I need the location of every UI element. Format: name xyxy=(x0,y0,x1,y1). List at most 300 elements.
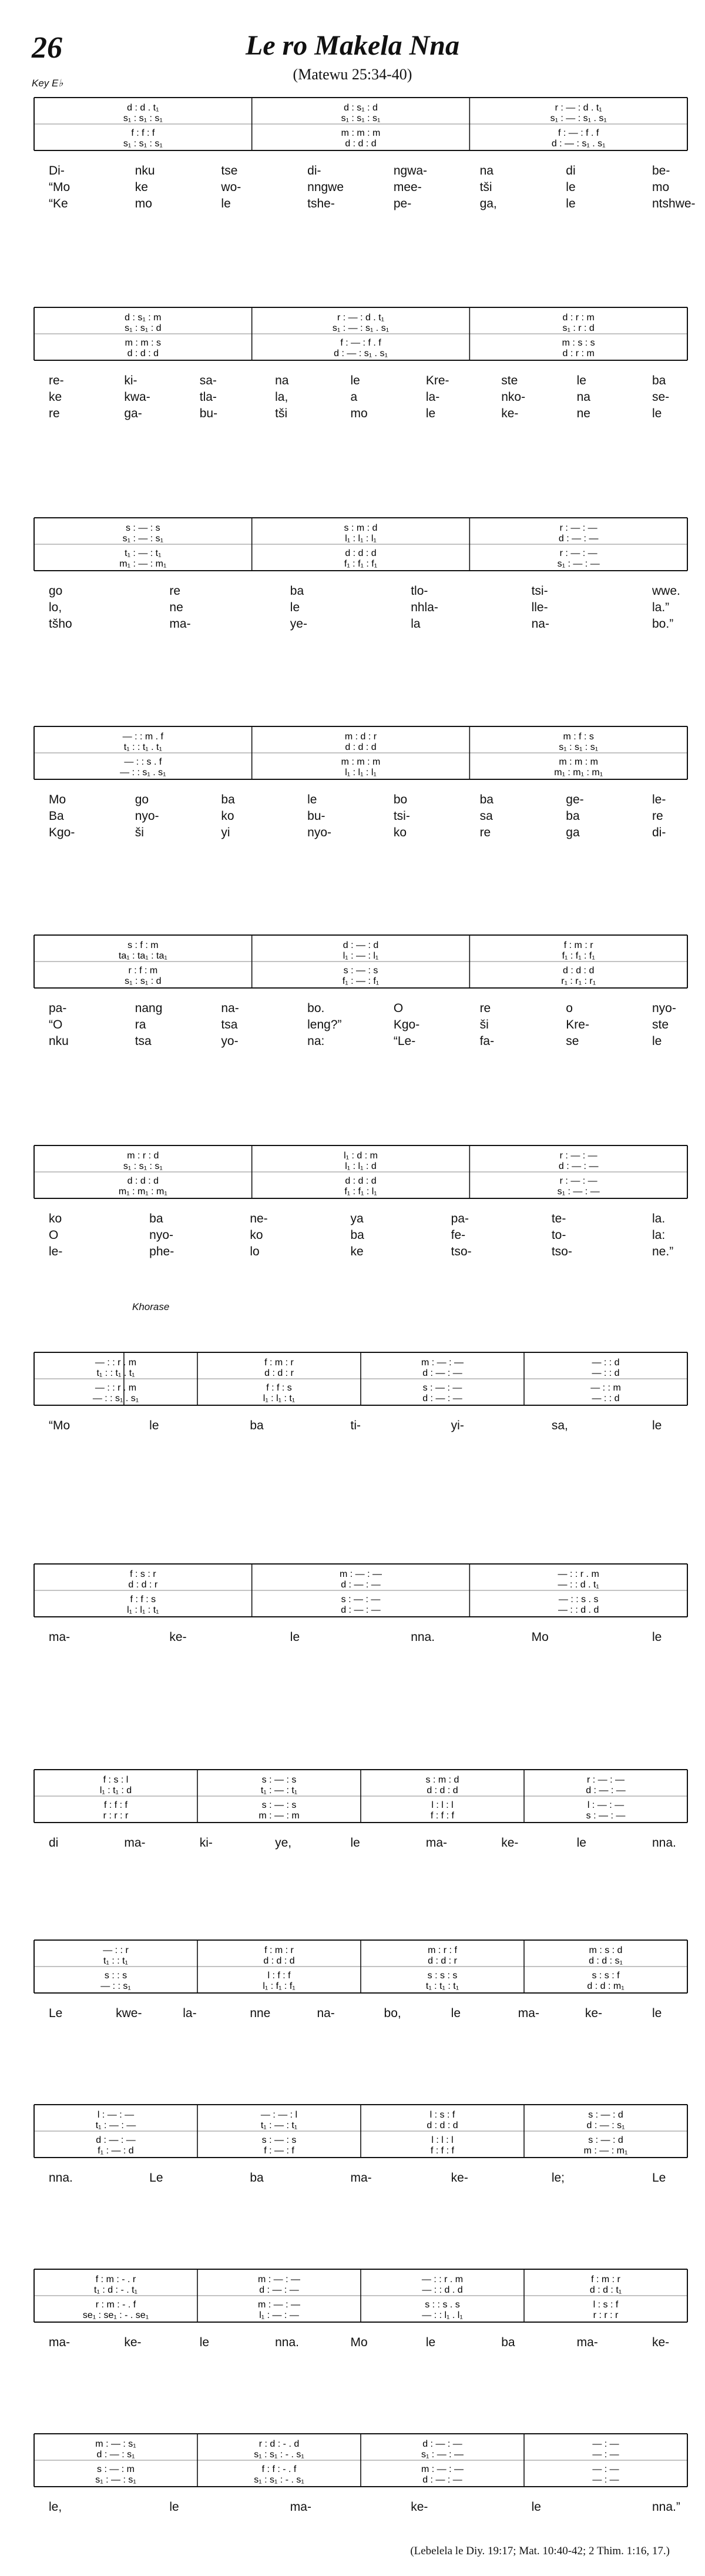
solfa-cell: f : f : s xyxy=(266,1383,292,1393)
solfa-cell: r : — : — xyxy=(587,1775,625,1785)
solfa-cell: f : m : - . r xyxy=(95,2274,136,2284)
lyric-syllable: nyo- xyxy=(149,1228,174,1242)
lyric-line xyxy=(0,1228,705,1244)
solfa-cell: s : — : s xyxy=(125,523,160,533)
lyric-syllable: le; xyxy=(551,2171,565,2185)
lyric-syllable: Ba xyxy=(49,809,64,823)
solfa-cell: t₁ : — : t₁ xyxy=(260,1786,298,1796)
solfa-cell: d : — : — xyxy=(96,2135,136,2146)
solfa-cell: s₁ : s₁ : s₁ xyxy=(123,113,163,123)
lyric-syllable: ste xyxy=(501,374,518,387)
lyric-syllable: le xyxy=(576,374,586,387)
lyric-syllable: ba xyxy=(250,2171,264,2185)
lyric-syllable: tsi- xyxy=(393,809,410,823)
solfa-cell: l₁ : l₁ : l₁ xyxy=(345,768,377,778)
solfa-cell: m : — : — xyxy=(421,2464,464,2475)
lyric-syllable: le xyxy=(350,1836,360,1850)
solfa-cell: r : r : r xyxy=(103,1811,129,1821)
solfa-cell: f : m : r xyxy=(591,2274,620,2284)
solfa-cell: s₁ : r : d xyxy=(562,323,595,333)
solfa-cell: ta₁ : ta₁ : ta₁ xyxy=(118,951,167,961)
hymn-title: Le ro Makela Nna xyxy=(246,30,459,61)
lyric-syllable: ma- xyxy=(425,1836,448,1850)
lyric-syllable: le xyxy=(566,180,576,194)
solfa-cell: s : m : d xyxy=(425,1775,459,1785)
footer-references: (Lebelela le Diy. 19:17; Mat. 10:40-42; 2 Thim. 1:16, 17.) xyxy=(410,2545,670,2557)
solfa-staff xyxy=(0,1769,705,1824)
solfa-cell: r : m : - . f xyxy=(95,2300,136,2310)
solfa-cell: f : m : r xyxy=(264,1358,294,1368)
lyric-syllable: Kgo- xyxy=(393,1018,420,1031)
lyric-syllable: ga, xyxy=(479,197,497,210)
music-system xyxy=(0,1769,705,1869)
solfa-cell: m : — : m₁ xyxy=(583,2146,628,2156)
lyric-syllable: le, xyxy=(49,2500,62,2514)
solfa-cell: m : — : — xyxy=(258,2300,300,2310)
solfa-cell: s₁ : s₁ : - . s₁ xyxy=(254,2475,304,2485)
lyric-syllable: ba xyxy=(221,793,235,806)
solfa-cell: t₁ : t₁ : t₁ xyxy=(425,1981,459,1992)
music-system xyxy=(0,1352,705,1452)
lyric-syllable: tsi- xyxy=(531,584,548,598)
lyric-syllable: sa- xyxy=(199,374,217,387)
solfa-cell: l₁ : f₁ : f₁ xyxy=(263,1981,296,1992)
lyric-syllable: yi xyxy=(221,826,230,839)
solfa-cell: d : d : d xyxy=(127,349,159,359)
lyric-syllable: le xyxy=(566,197,576,210)
solfa-cell: m₁ : — : m₁ xyxy=(119,559,167,570)
solfa-cell: d : d : d xyxy=(345,1176,377,1187)
lyric-syllable: bu- xyxy=(307,809,325,823)
lyric-syllable: ma- xyxy=(290,2500,311,2514)
lyric-syllable: tso- xyxy=(551,1245,572,1258)
lyric-syllable: mee- xyxy=(393,180,422,194)
lyric-syllable: nyo- xyxy=(135,809,159,823)
solfa-cell: — : : l₁ . l₁ xyxy=(422,2310,463,2321)
solfa-cell: m : — : — xyxy=(421,1358,464,1368)
solfa-cell: m : r : f xyxy=(428,1945,457,1955)
lyric-syllable: le xyxy=(290,601,300,614)
solfa-cell: d : — : — xyxy=(422,1368,462,1378)
lyric-line xyxy=(0,1034,705,1050)
lyric-syllable: se- xyxy=(652,390,670,404)
solfa-cell: s₁ : s₁ : s₁ xyxy=(341,113,381,123)
solfa-cell: — : : s . f xyxy=(124,757,162,768)
lyric-syllable: nku xyxy=(135,164,155,177)
lyric-syllable: tši xyxy=(479,180,492,194)
lyric-syllable: Mo xyxy=(49,793,66,806)
solfa-cell: t₁ : — : — xyxy=(95,2121,136,2131)
lyric-syllable: ko xyxy=(393,826,407,839)
solfa-cell: m : d : r xyxy=(344,732,377,742)
lyric-syllable: ko xyxy=(49,1212,62,1225)
solfa-cell: l₁ : l₁ : t₁ xyxy=(127,1605,159,1616)
lyric-line xyxy=(0,2006,705,2022)
lyric-syllable: Kre- xyxy=(425,374,449,387)
lyric-syllable: bo xyxy=(393,793,408,806)
solfa-cell: m : — : s₁ xyxy=(95,2439,136,2449)
lyric-syllable: “Ke xyxy=(49,197,68,210)
lyric-syllable: la: xyxy=(652,1228,666,1242)
solfa-cell: d : — : — xyxy=(422,2475,462,2485)
lyric-syllable: lo, xyxy=(49,601,62,614)
lyric-syllable: mo xyxy=(135,197,152,210)
solfa-cell: m : m : s xyxy=(125,338,161,349)
solfa-cell: m : f : s xyxy=(563,732,594,742)
solfa-staff xyxy=(0,97,705,152)
solfa-staff xyxy=(0,2269,705,2324)
lyric-syllable: le xyxy=(290,1630,300,1644)
lyric-syllable: ne.” xyxy=(652,1245,674,1258)
solfa-cell: f : f : f xyxy=(430,2146,455,2156)
lyric-syllable: fa- xyxy=(479,1034,495,1048)
lyric-syllable: la, xyxy=(275,390,288,404)
lyric-line xyxy=(0,1018,705,1033)
lyric-line xyxy=(0,2336,705,2351)
lyric-syllable: le- xyxy=(49,1245,63,1258)
solfa-cell: — : — xyxy=(592,2475,619,2485)
lyric-line xyxy=(0,1212,705,1227)
lyric-syllable: le xyxy=(350,374,360,387)
solfa-cell: s₁ : s₁ : s₁ xyxy=(123,139,163,149)
solfa-cell: m : r : d xyxy=(127,1151,159,1161)
lyric-line xyxy=(0,2171,705,2186)
lyric-syllable: O xyxy=(49,1228,59,1242)
solfa-cell: s : — : — xyxy=(341,1594,381,1605)
lyric-syllable: tla- xyxy=(199,390,217,404)
lyric-line xyxy=(0,164,705,179)
solfa-cell: s : — : d xyxy=(588,2135,623,2146)
lyric-syllable: ra xyxy=(135,1018,146,1031)
lyric-syllable: le xyxy=(652,2006,662,2020)
key-signature: Key E♭ xyxy=(32,78,63,89)
solfa-cell: — : : s₁ . s₁ xyxy=(120,768,166,778)
solfa-cell: f : — : f . f xyxy=(558,128,599,139)
lyric-syllable: pe- xyxy=(393,197,412,210)
lyric-syllable: sa, xyxy=(551,1419,568,1432)
lyric-syllable: la xyxy=(411,617,421,631)
lyric-syllable: nko- xyxy=(501,390,526,404)
solfa-cell: s₁ : — : s₁ xyxy=(95,2475,136,2485)
solfa-cell: l₁ : — : l₁ xyxy=(343,951,379,961)
lyric-syllable: kwa- xyxy=(124,390,150,404)
solfa-cell: — : — xyxy=(592,2450,619,2460)
solfa-staff xyxy=(0,307,705,362)
lyric-syllable: tsa xyxy=(221,1018,238,1031)
lyric-syllable: na xyxy=(576,390,590,404)
solfa-cell: f : f : f xyxy=(430,1811,455,1821)
solfa-cell: — : : d . d xyxy=(558,1605,599,1616)
lyric-syllable: na xyxy=(275,374,289,387)
solfa-cell: m : s : d xyxy=(589,1945,623,1955)
solfa-cell: r : r : r xyxy=(593,2310,619,2321)
lyric-syllable: bo. xyxy=(307,1001,325,1015)
lyric-syllable: to- xyxy=(551,1228,566,1242)
lyric-syllable: ma- xyxy=(350,2171,372,2185)
lyric-syllable: Kre- xyxy=(566,1018,589,1031)
lyric-syllable: le xyxy=(425,2336,436,2349)
solfa-cell: l : — : — xyxy=(97,2110,135,2120)
lyric-syllable: le xyxy=(169,2500,179,2514)
solfa-cell: d : — : — xyxy=(341,1605,381,1616)
lyric-syllable: le xyxy=(652,1034,662,1048)
music-system xyxy=(0,1939,705,2039)
solfa-cell: s : — : s xyxy=(261,1800,297,1811)
scripture-reference: (Matewu 25:34-40) xyxy=(293,66,412,83)
solfa-staff xyxy=(0,934,705,990)
solfa-staff xyxy=(0,1145,705,1200)
lyric-syllable: Mo xyxy=(350,2336,368,2349)
lyric-syllable: “Le- xyxy=(393,1034,416,1048)
solfa-cell: l : f : f xyxy=(267,1971,291,1981)
solfa-cell: l : — : — xyxy=(587,1800,625,1811)
solfa-cell: s₁ : — : — xyxy=(557,1187,600,1197)
solfa-cell: l₁ : d : m xyxy=(344,1151,378,1161)
solfa-cell: r : — : d . t₁ xyxy=(337,313,385,323)
solfa-cell: d : d : s₁ xyxy=(589,1956,623,1966)
lyric-syllable: “Mo xyxy=(49,1419,70,1432)
solfa-staff xyxy=(0,2104,705,2159)
solfa-cell: d : — : — xyxy=(422,2439,462,2449)
lyric-syllable: tsa xyxy=(135,1034,152,1048)
lyric-line xyxy=(0,390,705,406)
hymn-number: 26 xyxy=(32,31,62,65)
solfa-cell: f : f : - . f xyxy=(261,2464,297,2475)
solfa-cell: s : : s xyxy=(104,1971,127,1981)
lyric-line xyxy=(0,584,705,599)
solfa-cell: — : — xyxy=(592,2464,619,2475)
solfa-cell: m : s : s xyxy=(562,338,595,349)
solfa-staff xyxy=(0,1352,705,1407)
solfa-staff xyxy=(0,726,705,781)
lyric-syllable: ma- xyxy=(518,2006,539,2020)
lyric-line xyxy=(0,1630,705,1646)
lyric-syllable: ki- xyxy=(124,374,137,387)
lyric-syllable: na- xyxy=(531,617,549,631)
lyric-syllable: le xyxy=(531,2500,541,2514)
lyric-syllable: nngwe xyxy=(307,180,344,194)
solfa-cell: — : : m xyxy=(590,1383,621,1393)
lyric-syllable: nhla- xyxy=(411,601,438,614)
solfa-cell: d : s₁ : m xyxy=(125,313,162,323)
lyric-line xyxy=(0,1836,705,1851)
solfa-cell: f : f : s xyxy=(130,1594,156,1605)
lyric-syllable: mo xyxy=(350,407,368,420)
solfa-cell: m₁ : m₁ : m₁ xyxy=(554,768,603,778)
solfa-cell: l : s : f xyxy=(593,2300,619,2310)
solfa-cell: m₁ : m₁ : m₁ xyxy=(118,1187,167,1197)
solfa-cell: — : : d xyxy=(592,1393,620,1404)
lyric-syllable: ke- xyxy=(451,2171,468,2185)
lyric-syllable: le xyxy=(451,2006,461,2020)
solfa-cell: d : — : s₁ . s₁ xyxy=(334,349,388,359)
solfa-cell: d : d : r xyxy=(428,1956,457,1966)
lyric-syllable: re xyxy=(479,1001,491,1015)
music-system xyxy=(0,1563,705,1663)
music-system xyxy=(0,307,705,420)
lyric-line xyxy=(0,407,705,422)
lyric-syllable: fe- xyxy=(451,1228,466,1242)
solfa-cell: s : — : s xyxy=(343,966,378,976)
music-system xyxy=(0,2269,705,2369)
lyric-syllable: be- xyxy=(652,164,670,177)
solfa-cell: f₁ : f₁ : l₁ xyxy=(344,1187,377,1197)
solfa-cell: r : d : - . d xyxy=(258,2439,300,2449)
lyric-syllable: nyo- xyxy=(652,1001,676,1015)
lyric-syllable: bo, xyxy=(384,2006,401,2020)
lyric-syllable: Le xyxy=(49,2006,63,2020)
solfa-cell: d : — : — xyxy=(586,1786,626,1796)
lyric-syllable: ke- xyxy=(169,1630,187,1644)
solfa-cell: t₁ : : t₁ xyxy=(103,1956,128,1966)
lyric-syllable: la.” xyxy=(652,601,670,614)
lyric-syllable: “Mo xyxy=(49,180,70,194)
music-system xyxy=(0,2433,705,2533)
solfa-staff xyxy=(0,1939,705,1995)
solfa-cell: — : : d xyxy=(592,1358,620,1368)
lyric-syllable: ne xyxy=(169,601,183,614)
lyric-syllable: ne xyxy=(576,407,590,420)
lyric-syllable: ye, xyxy=(275,1836,292,1850)
solfa-cell: l₁ : l₁ : t₁ xyxy=(263,1393,296,1404)
solfa-cell: — : : d xyxy=(592,1368,620,1378)
solfa-cell: s : — : — xyxy=(586,1811,626,1821)
lyric-line xyxy=(0,180,705,196)
solfa-cell: — : : m . f xyxy=(122,732,164,742)
lyric-line xyxy=(0,374,705,389)
lyric-syllable: O xyxy=(393,1001,404,1015)
lyric-syllable: ye- xyxy=(290,617,307,631)
solfa-cell: s₁ : — : s₁ xyxy=(122,534,164,544)
solfa-cell: l : l : l xyxy=(431,2135,454,2146)
lyric-syllable: yi- xyxy=(451,1419,464,1432)
music-system xyxy=(0,1145,705,1258)
lyric-syllable: le xyxy=(652,1419,662,1432)
lyric-line xyxy=(0,809,705,825)
solfa-cell: m : m : m xyxy=(559,757,598,768)
lyric-line xyxy=(0,1001,705,1017)
lyric-syllable: mo xyxy=(652,180,670,194)
solfa-cell: t₁ : d : - . t₁ xyxy=(94,2285,137,2295)
solfa-cell: — : : r xyxy=(103,1945,129,1955)
lyric-syllable: ke xyxy=(49,390,62,404)
solfa-cell: t₁ : : t₁ . t₁ xyxy=(96,1368,135,1378)
solfa-cell: f : f : f xyxy=(103,1800,128,1811)
lyric-syllable: wo- xyxy=(221,180,241,194)
solfa-cell: d : d : d xyxy=(127,1176,159,1187)
solfa-cell: t₁ : — : t₁ xyxy=(260,2121,298,2131)
lyric-line xyxy=(0,1245,705,1260)
lyric-syllable: di xyxy=(566,164,576,177)
solfa-cell: l₁ : — : — xyxy=(259,2310,299,2321)
lyric-syllable: re xyxy=(479,826,491,839)
lyric-syllable: ma- xyxy=(576,2336,598,2349)
solfa-cell: d : d : m₁ xyxy=(587,1981,625,1992)
lyric-syllable: re- xyxy=(49,374,64,387)
solfa-cell: s₁ : — : — xyxy=(557,559,600,570)
solfa-cell: d : d : d xyxy=(345,139,377,149)
lyric-syllable: nna. xyxy=(652,1836,676,1850)
solfa-cell: r₁ : r₁ : r₁ xyxy=(561,976,596,987)
solfa-cell: — : : r . m xyxy=(421,2274,464,2284)
lyric-syllable: ke- xyxy=(501,407,519,420)
lyric-syllable: pa- xyxy=(49,1001,67,1015)
lyric-syllable: ba xyxy=(566,809,580,823)
lyric-syllable: tse xyxy=(221,164,238,177)
lyric-syllable: go xyxy=(135,793,149,806)
lyric-syllable: le xyxy=(652,407,662,420)
solfa-cell: r : — : — xyxy=(559,523,597,533)
lyric-syllable: na xyxy=(479,164,494,177)
solfa-cell: se₁ : se₁ : - . se₁ xyxy=(82,2310,149,2321)
lyric-syllable: di xyxy=(49,1836,59,1850)
lyric-syllable: ke xyxy=(135,180,148,194)
lyric-syllable: di- xyxy=(307,164,321,177)
lyric-syllable: nyo- xyxy=(307,826,331,839)
lyric-syllable: re xyxy=(652,809,663,823)
solfa-cell: s₁ : s₁ : s₁ xyxy=(559,742,599,752)
solfa-cell: t₁ : — : t₁ xyxy=(125,548,162,559)
lyric-syllable: ke- xyxy=(501,1836,519,1850)
lyric-syllable: tshe- xyxy=(307,197,335,210)
solfa-cell: d : — : — xyxy=(558,1161,599,1171)
lyric-syllable: ma- xyxy=(169,617,191,631)
solfa-cell: r : — : d . t₁ xyxy=(555,103,602,113)
lyric-line xyxy=(0,793,705,808)
solfa-cell: d : d : d xyxy=(345,548,377,559)
solfa-cell: d : — : s₁ . s₁ xyxy=(551,139,606,149)
lyric-syllable: na- xyxy=(317,2006,335,2020)
lyric-syllable: ba xyxy=(350,1228,364,1242)
solfa-cell: — : : r . m xyxy=(558,1569,599,1579)
solfa-cell: d : — : s₁ xyxy=(586,2121,625,2131)
solfa-cell: f : — : f . f xyxy=(340,338,381,349)
lyric-syllable: pa- xyxy=(451,1212,469,1225)
solfa-cell: d : d : r xyxy=(128,1580,158,1590)
lyric-syllable: bo.” xyxy=(652,617,674,631)
lyric-syllable: nna. xyxy=(411,1630,435,1644)
solfa-cell: d : — : — xyxy=(558,534,599,544)
lyric-syllable: tso- xyxy=(451,1245,472,1258)
lyric-syllable: na- xyxy=(221,1001,239,1015)
lyric-syllable: re xyxy=(169,584,181,598)
solfa-cell: r : — : — xyxy=(559,548,597,559)
solfa-cell: — : : r . m xyxy=(95,1358,137,1368)
lyric-syllable: nne xyxy=(250,2006,271,2020)
lyric-syllable: ke xyxy=(350,1245,364,1258)
lyric-syllable: phe- xyxy=(149,1245,174,1258)
solfa-cell: m : — : — xyxy=(340,1569,382,1579)
lyric-syllable: ntshwe- xyxy=(652,197,696,210)
lyric-syllable: le xyxy=(149,1419,159,1432)
lyric-syllable: ma- xyxy=(124,1836,146,1850)
lyric-syllable: wwe. xyxy=(652,584,680,598)
solfa-cell: f : s : r xyxy=(130,1569,156,1579)
lyric-syllable: ke- xyxy=(124,2336,142,2349)
lyric-syllable: te- xyxy=(551,1212,566,1225)
lyric-syllable: ke- xyxy=(411,2500,428,2514)
lyric-syllable: ke- xyxy=(652,2336,670,2349)
solfa-cell: f₁ : f₁ : f₁ xyxy=(344,559,378,570)
solfa-cell: d : d : t₁ xyxy=(589,2285,622,2295)
lyric-syllable: bu- xyxy=(199,407,218,420)
solfa-cell: d : — : — xyxy=(341,1580,381,1590)
solfa-cell: d : — : d xyxy=(343,940,379,950)
lyric-syllable: le xyxy=(307,793,317,806)
lyric-syllable: nna. xyxy=(49,2171,73,2185)
solfa-cell: s : : s . s xyxy=(425,2300,460,2310)
solfa-cell: d : d : d xyxy=(263,1956,295,1966)
